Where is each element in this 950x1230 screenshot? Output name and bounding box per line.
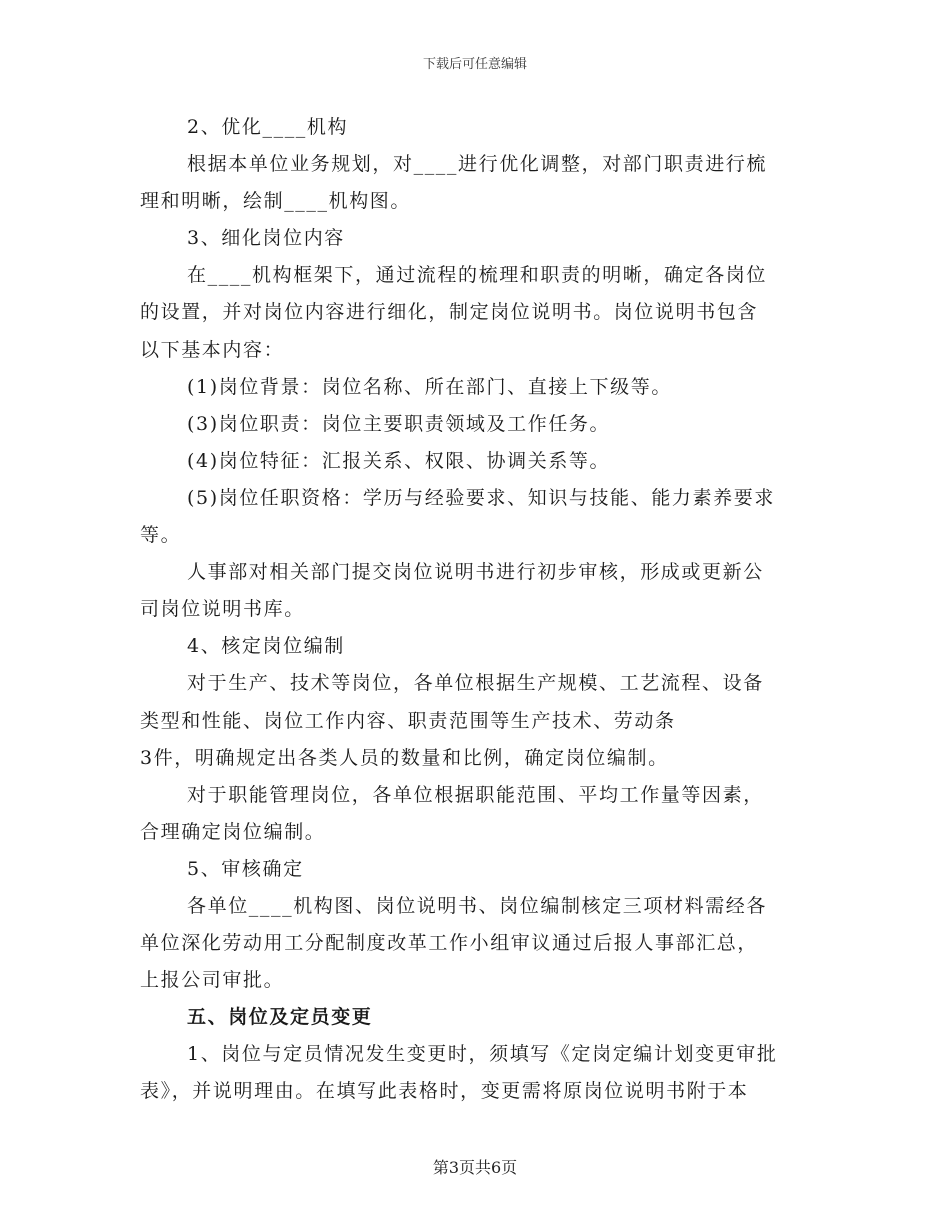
text-line: 表》，并说明理由。在填写此表格时，变更需将原岗位说明书附于本	[140, 1080, 749, 1103]
text-line: (3)岗位职责：岗位主要职责领域及工作任务。	[187, 412, 611, 435]
section-heading: 五、岗位及定员变更	[187, 1006, 373, 1029]
text-line: (1)岗位背景：岗位名称、所在部门、直接上下级等。	[187, 375, 672, 398]
text-line: 4、核定岗位编制	[187, 635, 345, 658]
text-line: 1、岗位与定员情况发生变更时，须填写《定岗定编计划变更审批	[187, 1043, 778, 1066]
text-line: 在____机构框架下，通过流程的梳理和职责的明晰，确定各岗位	[187, 264, 768, 287]
text-line: 人事部对相关部门提交岗位说明书进行初步审核，形成或更新公	[187, 561, 764, 584]
page-footer: 第3页共6页	[432, 1158, 518, 1177]
text-line: 的设置，并对岗位内容进行细化，制定岗位说明书。岗位说明书包含	[140, 301, 759, 324]
text-line: (4)岗位特征：汇报关系、权限、协调关系等。	[187, 449, 611, 472]
text-line: 对于生产、技术等岗位，各单位根据生产规模、工艺流程、设备	[187, 672, 764, 695]
text-line: 合理确定岗位编制。	[140, 820, 326, 843]
text-line: 各单位____机构图、岗位说明书、岗位编制核定三项材料需经各	[187, 894, 768, 917]
text-line: (5)岗位任职资格：学历与经验要求、知识与技能、能力素养要求	[187, 486, 775, 509]
text-line: 以下基本内容：	[140, 338, 285, 361]
text-line: 单位深化劳动用工分配制度改革工作小组审议通过后报人事部汇总，	[140, 932, 759, 955]
text-line: 3件，明确规定出各类人员的数量和比例，确定岗位编制。	[140, 746, 669, 769]
text-line: 上报公司审批。	[140, 969, 285, 992]
text-line: 根据本单位业务规划，对____进行优化调整，对部门职责进行梳	[187, 153, 768, 176]
text-line: 司岗位说明书库。	[140, 598, 305, 621]
text-line: 类型和性能、岗位工作内容、职责范围等生产技术、劳动条	[140, 709, 676, 732]
text-line: 3、细化岗位内容	[187, 227, 345, 250]
text-line: 2、优化____机构	[187, 116, 349, 138]
text-line: 等。	[140, 524, 182, 547]
document-body	[140, 109, 810, 1111]
text-line: 理和明晰，绘制____机构图。	[140, 190, 412, 213]
text-line: 对于职能管理岗位，各单位根据职能范围、平均工作量等因素，	[187, 783, 764, 806]
page-header: 下载后可任意编辑	[422, 57, 527, 72]
text-line: 5、审核确定	[187, 857, 304, 880]
